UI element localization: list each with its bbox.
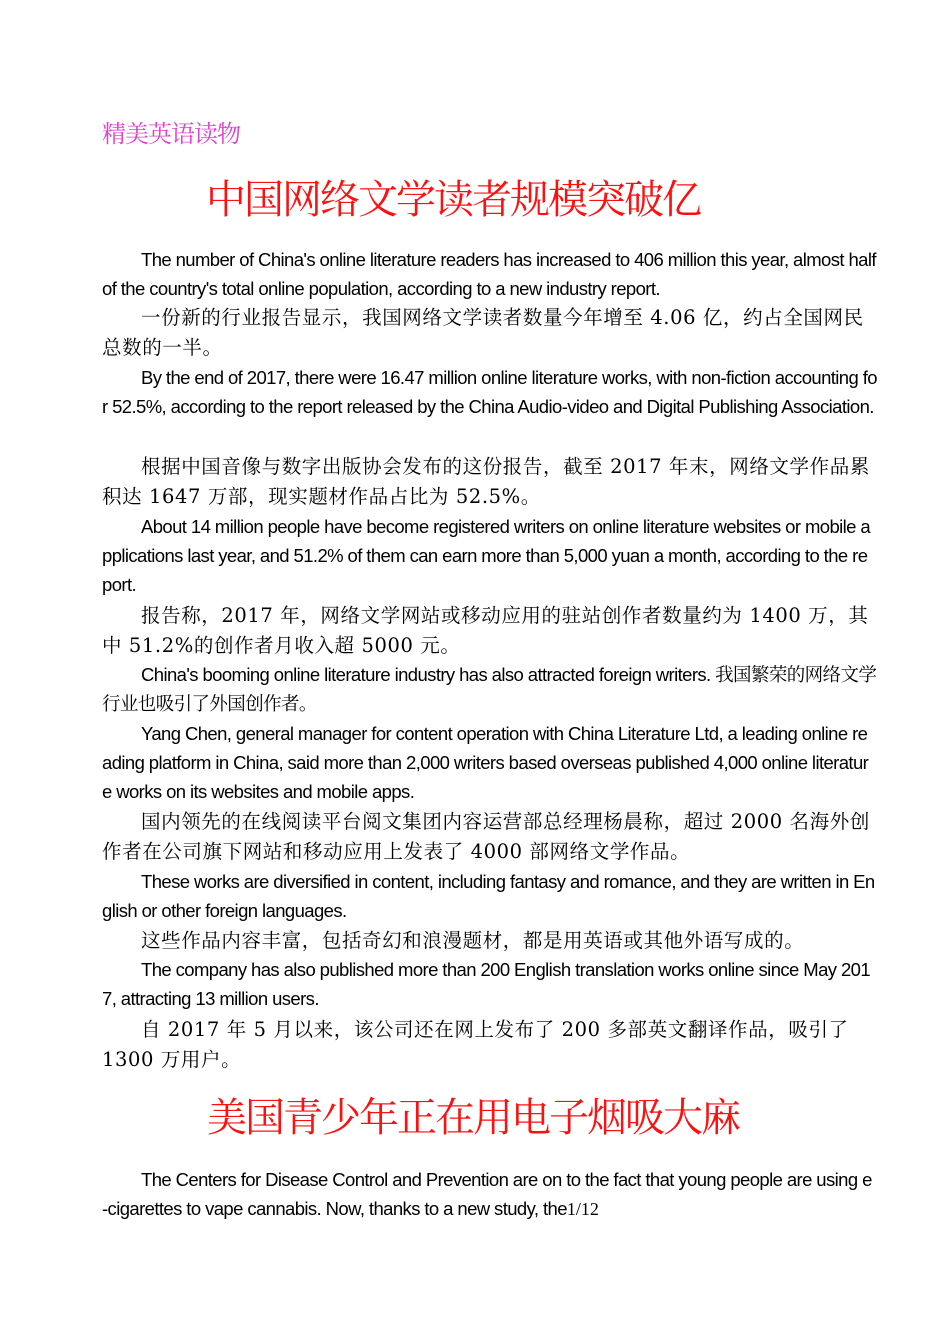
paragraph-en bbox=[102, 1165, 877, 1224]
paragraph-en: Yang Chen, general manager for content operation with China Literature Ltd, a leading online reading platform in China, said more than 2,000 writers based overseas published 4,000 online literature works on its websites and mobile apps. bbox=[102, 723, 869, 802]
page-number: 1/12 bbox=[566, 1199, 599, 1219]
paragraph-en-mixed: China's booming online literature industry has also attracted foreign writers. 我国繁荣的网络文学行业也吸引了外国创作者。 bbox=[102, 664, 877, 714]
paragraph-en: The number of China's online literature readers has increased to 406 million this year, almost half of the country's total online population, according to a new industry report. bbox=[102, 249, 876, 299]
paragraph-en: About 14 million people have become registered writers on online literature websites or mobile applications last year, and 51.2% of them can earn more than 5,000 yuan a month, according to the report. bbox=[102, 516, 871, 595]
paragraph-en: By the end of 2017, there were 16.47 million online literature works, with non-fiction accounting for 52.5%, according to the report released by the China Audio-video and Digital Publishing Association. bbox=[102, 367, 877, 417]
paragraph-zh: 报告称，2017 年，网络文学网站或移动应用的驻站创作者数量约为 1400 万，其中 51.2%的创作者月收入超 5000 元。 bbox=[102, 604, 869, 657]
paragraph-zh: 根据中国音像与数字出版协会发布的这份报告，截至 2017 年末，网络文学作品累积达 1647 万部，现实题材作品占比为 52.5%。 bbox=[102, 455, 870, 508]
article-title: 美国青少年正在用电子烟吸大麻 bbox=[207, 1095, 739, 1141]
article-title: 中国网络文学读者规模突破亿 bbox=[206, 177, 700, 223]
paragraph-zh: 国内领先的在线阅读平台阅文集团内容运营部总经理杨晨称，超过 2000 名海外创作者在公司旗下网站和移动应用上发表了 4000 部网络文学作品。 bbox=[102, 810, 870, 863]
paragraph-en: These works are diversified in content, including fantasy and romance, and they are written in English or other foreign languages. bbox=[102, 871, 875, 921]
paragraph-text: The Centers for Disease Control and Prevention are on to the fact that young people are using e-cigarettes to vape cannabis. Now, thanks to a new study, the bbox=[102, 1169, 872, 1219]
section-tag: 精美英语读物 bbox=[102, 121, 240, 148]
paragraph-en: The company has also published more than 200 English translation works online since May 2017, attracting 13 million users. bbox=[102, 959, 871, 1009]
paragraph-zh: 一份新的行业报告显示，我国网络文学读者数量今年增至 4.06 亿，约占全国网民总数的一半。 bbox=[102, 306, 864, 359]
paragraph-zh: 自 2017 年 5 月以来，该公司还在网上发布了 200 多部英文翻译作品，吸引了 1300 万用户。 bbox=[102, 1018, 849, 1071]
paragraph-zh: 这些作品内容丰富，包括奇幻和浪漫题材，都是用英语或其他外语写成的。 bbox=[141, 929, 805, 952]
